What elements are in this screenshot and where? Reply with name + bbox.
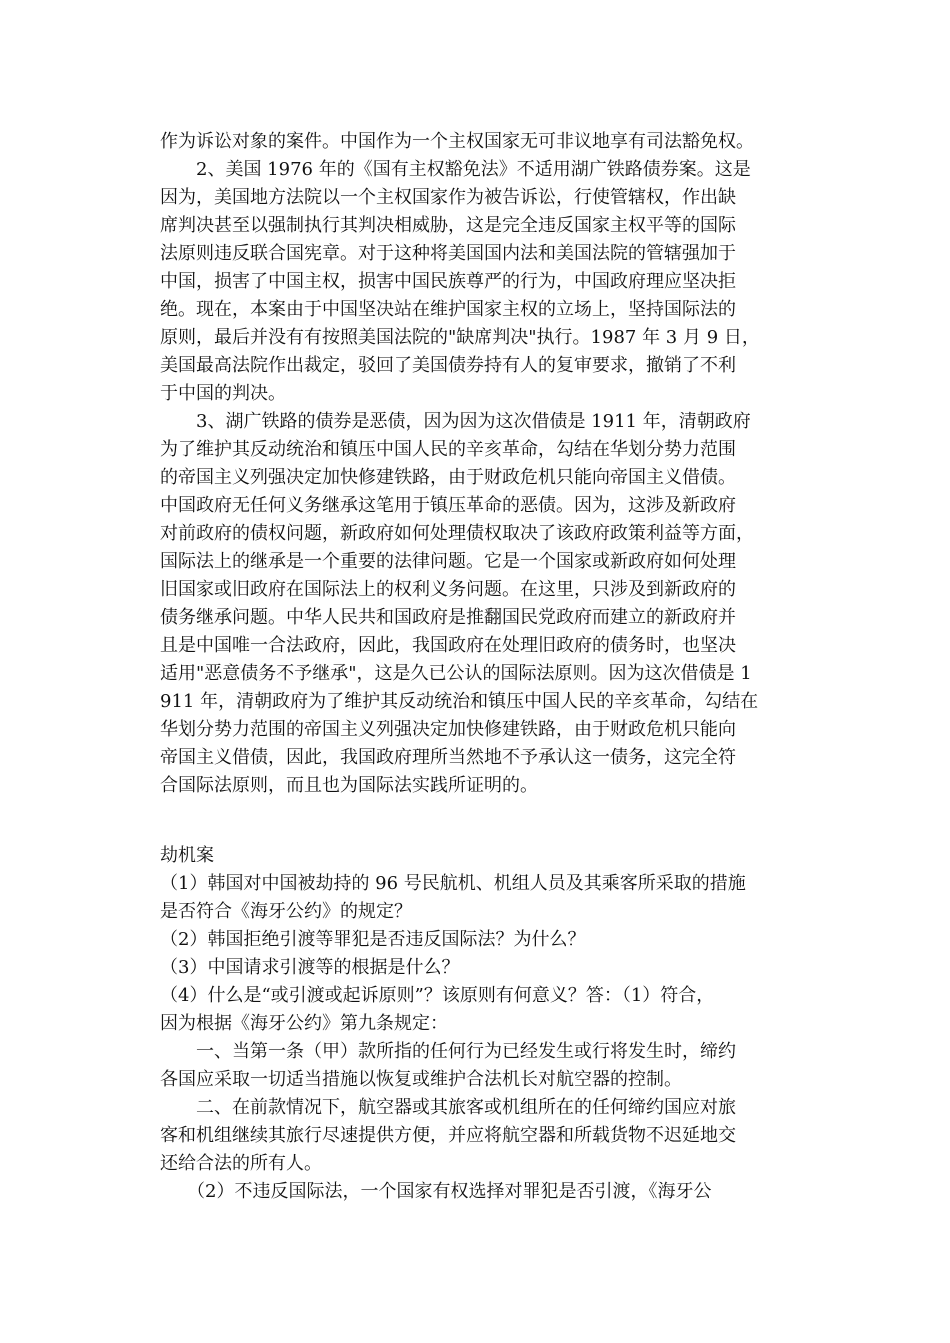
text-line: 中国政府无任何义务继承这笔用于镇压革命的恶债。因为，这涉及新政府 bbox=[160, 495, 736, 516]
text-line: 一、当第一条（甲）款所指的任何行为已经发生或行将发生时，缔约 bbox=[160, 1041, 736, 1062]
text-line: 且是中国唯一合法政府，因此，我国政府在处理旧政府的债务时，也坚决 bbox=[160, 635, 736, 656]
text-line: 帝国主义借债，因此，我国政府理所当然地不予承认这一债务，这完全符 bbox=[160, 747, 736, 768]
text-line: 二、在前款情况下，航空器或其旅客或机组所在的任何缔约国应对旅 bbox=[160, 1097, 736, 1118]
text-line: 3、湖广铁路的债券是恶债，因为因为这次借债是 1911 年，清朝政府 bbox=[160, 411, 751, 432]
section-heading: 劫机案 bbox=[160, 845, 214, 866]
text-line: （1）韩国对中国被劫持的 96 号民航机、机组人员及其乘客所采取的措施 bbox=[160, 873, 746, 894]
text-line: （3）中国请求引渡等的根据是什么？ bbox=[160, 957, 460, 978]
text-line: 于中国的判决。 bbox=[160, 383, 286, 404]
text-line: 债务继承问题。中华人民共和国政府是推翻国民党政府而建立的新政府并 bbox=[160, 607, 736, 628]
text-line: 国际法上的继承是一个重要的法律问题。它是一个国家或新政府如何处理 bbox=[160, 551, 736, 572]
text-line: 因为根据《海牙公约》第九条规定： bbox=[160, 1013, 448, 1034]
text-line: 因为，美国地方法院以一个主权国家作为被告诉讼，行使管辖权，作出缺 bbox=[160, 187, 736, 208]
text-line: 客和机组继续其旅行尽速提供方便，并应将航空器和所载货物不迟延地交 bbox=[160, 1125, 736, 1146]
text-line: 合国际法原则，而且也为国际法实践所证明的。 bbox=[160, 775, 538, 796]
text-line: （4）什么是“或引渡或起诉原则”？该原则有何意义？答：（1）符合， bbox=[160, 985, 715, 1006]
text-line: 的帝国主义列强决定加快修建铁路，由于财政危机只能向帝国主义借债。 bbox=[160, 467, 736, 488]
text-line: 绝。现在，本案由于中国坚决站在维护国家主权的立场上，坚持国际法的 bbox=[160, 299, 736, 320]
text-line: 适用"恶意债务不予继承"，这是久已公认的国际法原则。因为这次借债是 1 bbox=[160, 663, 752, 684]
text-line: 对前政府的债权问题，新政府如何处理债权取决了该政府政策利益等方面， bbox=[160, 523, 754, 544]
text-line: 是否符合《海牙公约》的规定？ bbox=[160, 901, 412, 922]
text-line: 作为诉讼对象的案件。中国作为一个主权国家无可非议地享有司法豁免权。 bbox=[160, 131, 754, 152]
text-line: 旧国家或旧政府在国际法上的权利义务问题。在这里，只涉及到新政府的 bbox=[160, 579, 736, 600]
text-line: 中国，损害了中国主权，损害中国民族尊严的行为，中国政府理应坚决拒 bbox=[160, 271, 736, 292]
text-line: （2）韩国拒绝引渡等罪犯是否违反国际法？为什么？ bbox=[160, 929, 586, 950]
text-line: 法原则违反联合国宪章。对于这种将美国国内法和美国法院的管辖强加于 bbox=[160, 243, 736, 264]
text-line: 还给合法的所有人。 bbox=[160, 1153, 322, 1174]
text-line: 各国应采取一切适当措施以恢复或维护合法机长对航空器的控制。 bbox=[160, 1069, 682, 1090]
text-line: 原则，最后并没有有按照美国法院的"缺席判决"执行。1987 年 3 月 9 日， bbox=[160, 327, 760, 348]
text-line: 911 年，清朝政府为了维护其反动统治和镇压中国人民的辛亥革命，勾结在 bbox=[160, 691, 759, 712]
text-line: 为了维护其反动统治和镇压中国人民的辛亥革命，勾结在华划分势力范围 bbox=[160, 439, 736, 460]
text-line: 美国最高法院作出裁定，驳回了美国债券持有人的复审要求，撤销了不利 bbox=[160, 355, 736, 376]
text-line: （2）不违反国际法，一个国家有权选择对罪犯是否引渡，《海牙公 bbox=[160, 1181, 712, 1202]
text-line: 席判决甚至以强制执行其判决相威胁，这是完全违反国家主权平等的国际 bbox=[160, 215, 736, 236]
text-line: 华划分势力范围的帝国主义列强决定加快修建铁路，由于财政危机只能向 bbox=[160, 719, 736, 740]
text-line: 2、美国 1976 年的《国有主权豁免法》不适用湖广铁路债券案。这是 bbox=[160, 159, 751, 180]
